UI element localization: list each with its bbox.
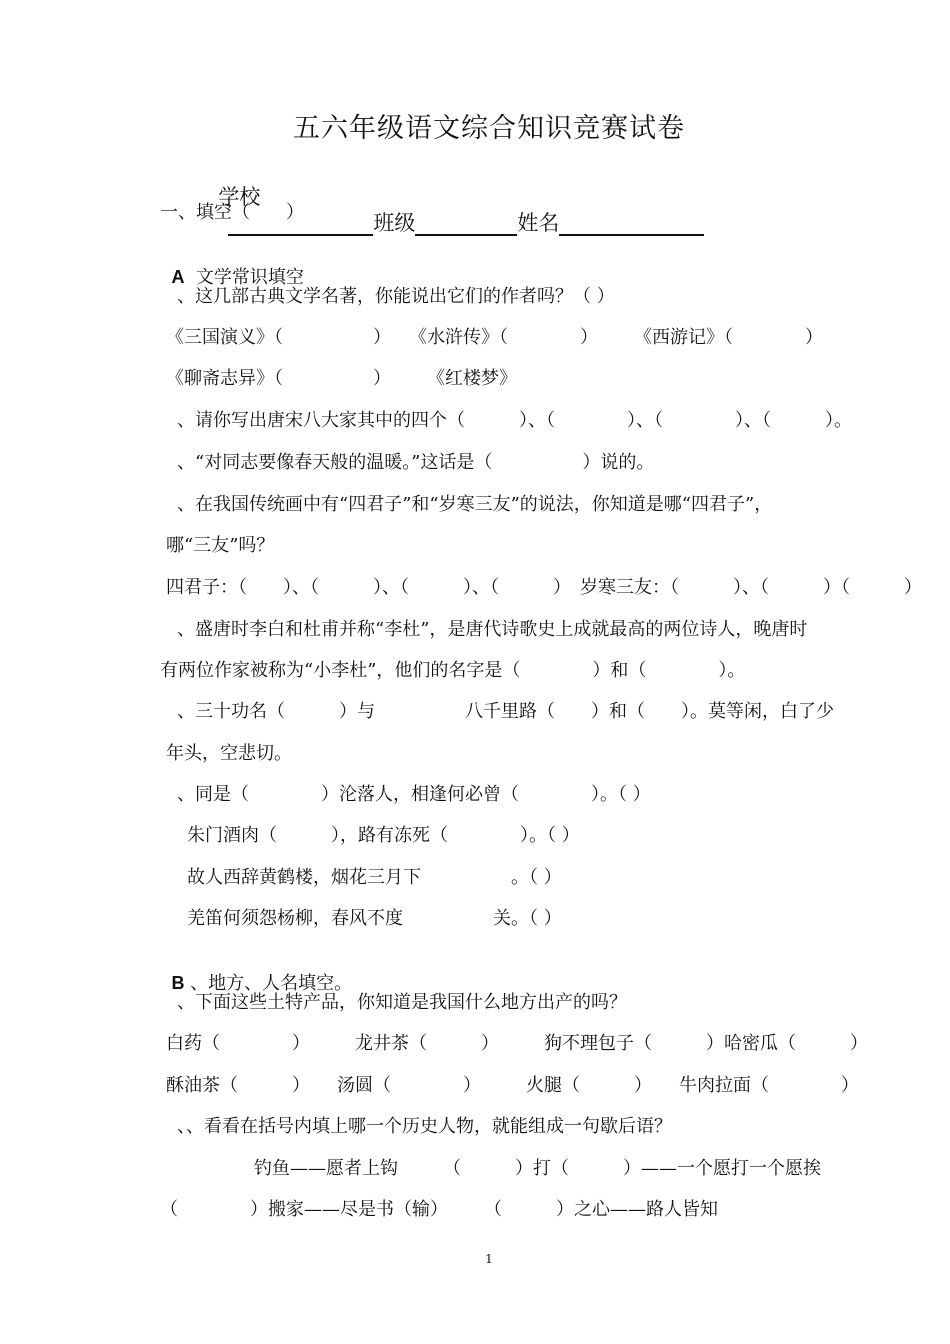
part-a-letter: A [171, 267, 185, 287]
question-4-blanks: 四君子：（ ）、（ ）、（ ）、（ ） 岁寒三友：（ ）、（ ）（ ） [166, 577, 922, 598]
xiehouyu-line-2: （ ）搬家——尽是书（输） （ ）之心——路人皆知 [160, 1199, 718, 1220]
part-a-text: 文学常识填空 [195, 267, 304, 288]
page-number: 1 [485, 1252, 493, 1266]
name-label: 姓名 [517, 211, 560, 235]
question-5: 、盛唐时李白和杜甫并称“李杜”，是唐代诗歌史上成就最高的两位诗人，晚唐时 [177, 619, 808, 640]
xiehouyu-line-1: 钓鱼——愿者上钩 （ ）打（ ）——一个愿打一个愿挨 [254, 1158, 821, 1179]
products-line-2: 酥油茶（ ） 汤圆（ ） 火腿（ ） 牛肉拉面（ ） [166, 1075, 859, 1096]
part-b-text: 、地方、人名填空。 [190, 973, 353, 994]
part-a-heading [160, 244, 304, 289]
question-4: 、在我国传统画中有“四君子”和“岁寒三友”的说法，你知道是哪“四君子”， [177, 494, 773, 515]
class-label: 班级 [373, 211, 416, 235]
question-11: 、下面这些土特产品，你知道是我国什么地方出产的吗？ [177, 992, 627, 1013]
products-line-1: 白药（ ） 龙井茶（ ） 狗不理包子（ ）哈密瓜（ ） [166, 1033, 868, 1054]
question-1: 、这几部古典文学名著，你能说出它们的作者吗？（ ） [177, 286, 615, 307]
question-6-cont: 年头，空悲切。 [166, 743, 292, 764]
question-10: 羌笛何须怨杨柳，春风不度 关。（ ） [187, 908, 562, 929]
name-blank[interactable] [559, 214, 704, 236]
question-7: 、同是（ ）沦落人，相逢何必曾（ ）。（ ） [177, 784, 651, 805]
question-9: 故人西辞黄鹤楼，烟花三月下 。（ ） [187, 867, 562, 888]
question-4-cont: 哪“三友”吗？ [166, 535, 275, 556]
question-2: 、请你写出唐宋八大家其中的四个（ ）、（ ）、（ ）、（ ）。 [177, 410, 852, 431]
section-heading: 一、填空（ ） [160, 202, 304, 223]
books-line-1: 《三国演义》（ ） 《水浒传》（ ） 《西游记》（ ） [166, 327, 823, 348]
books-line-2: 《聊斋志异》（ ） 《红楼梦》 [166, 368, 517, 389]
page-title: 五六年级语文综合知识竞赛试卷 [293, 113, 685, 144]
question-3: 、“对同志要像春天般的温暖。”这话是（ ）说的。 [177, 452, 655, 473]
school-label: 学校 [218, 185, 261, 209]
question-8: 朱门酒肉（ ），路有冻死（ ）。（ ） [187, 825, 580, 846]
question-6: 、三十功名（ ）与 八千里路（ ）和（ ）。莫等闲，白了少 [177, 701, 834, 722]
question-12: 、、看看在括号内填上哪一个历史人物，就能组成一句歇后语？ [177, 1116, 672, 1137]
class-blank[interactable] [415, 214, 517, 236]
question-5-cont: 有两位作家被称为“小李杜”，他们的名字是（ ）和（ ）。 [160, 660, 746, 681]
part-b-heading [160, 950, 352, 995]
part-b-letter: B [171, 973, 185, 993]
header-line [205, 158, 704, 236]
